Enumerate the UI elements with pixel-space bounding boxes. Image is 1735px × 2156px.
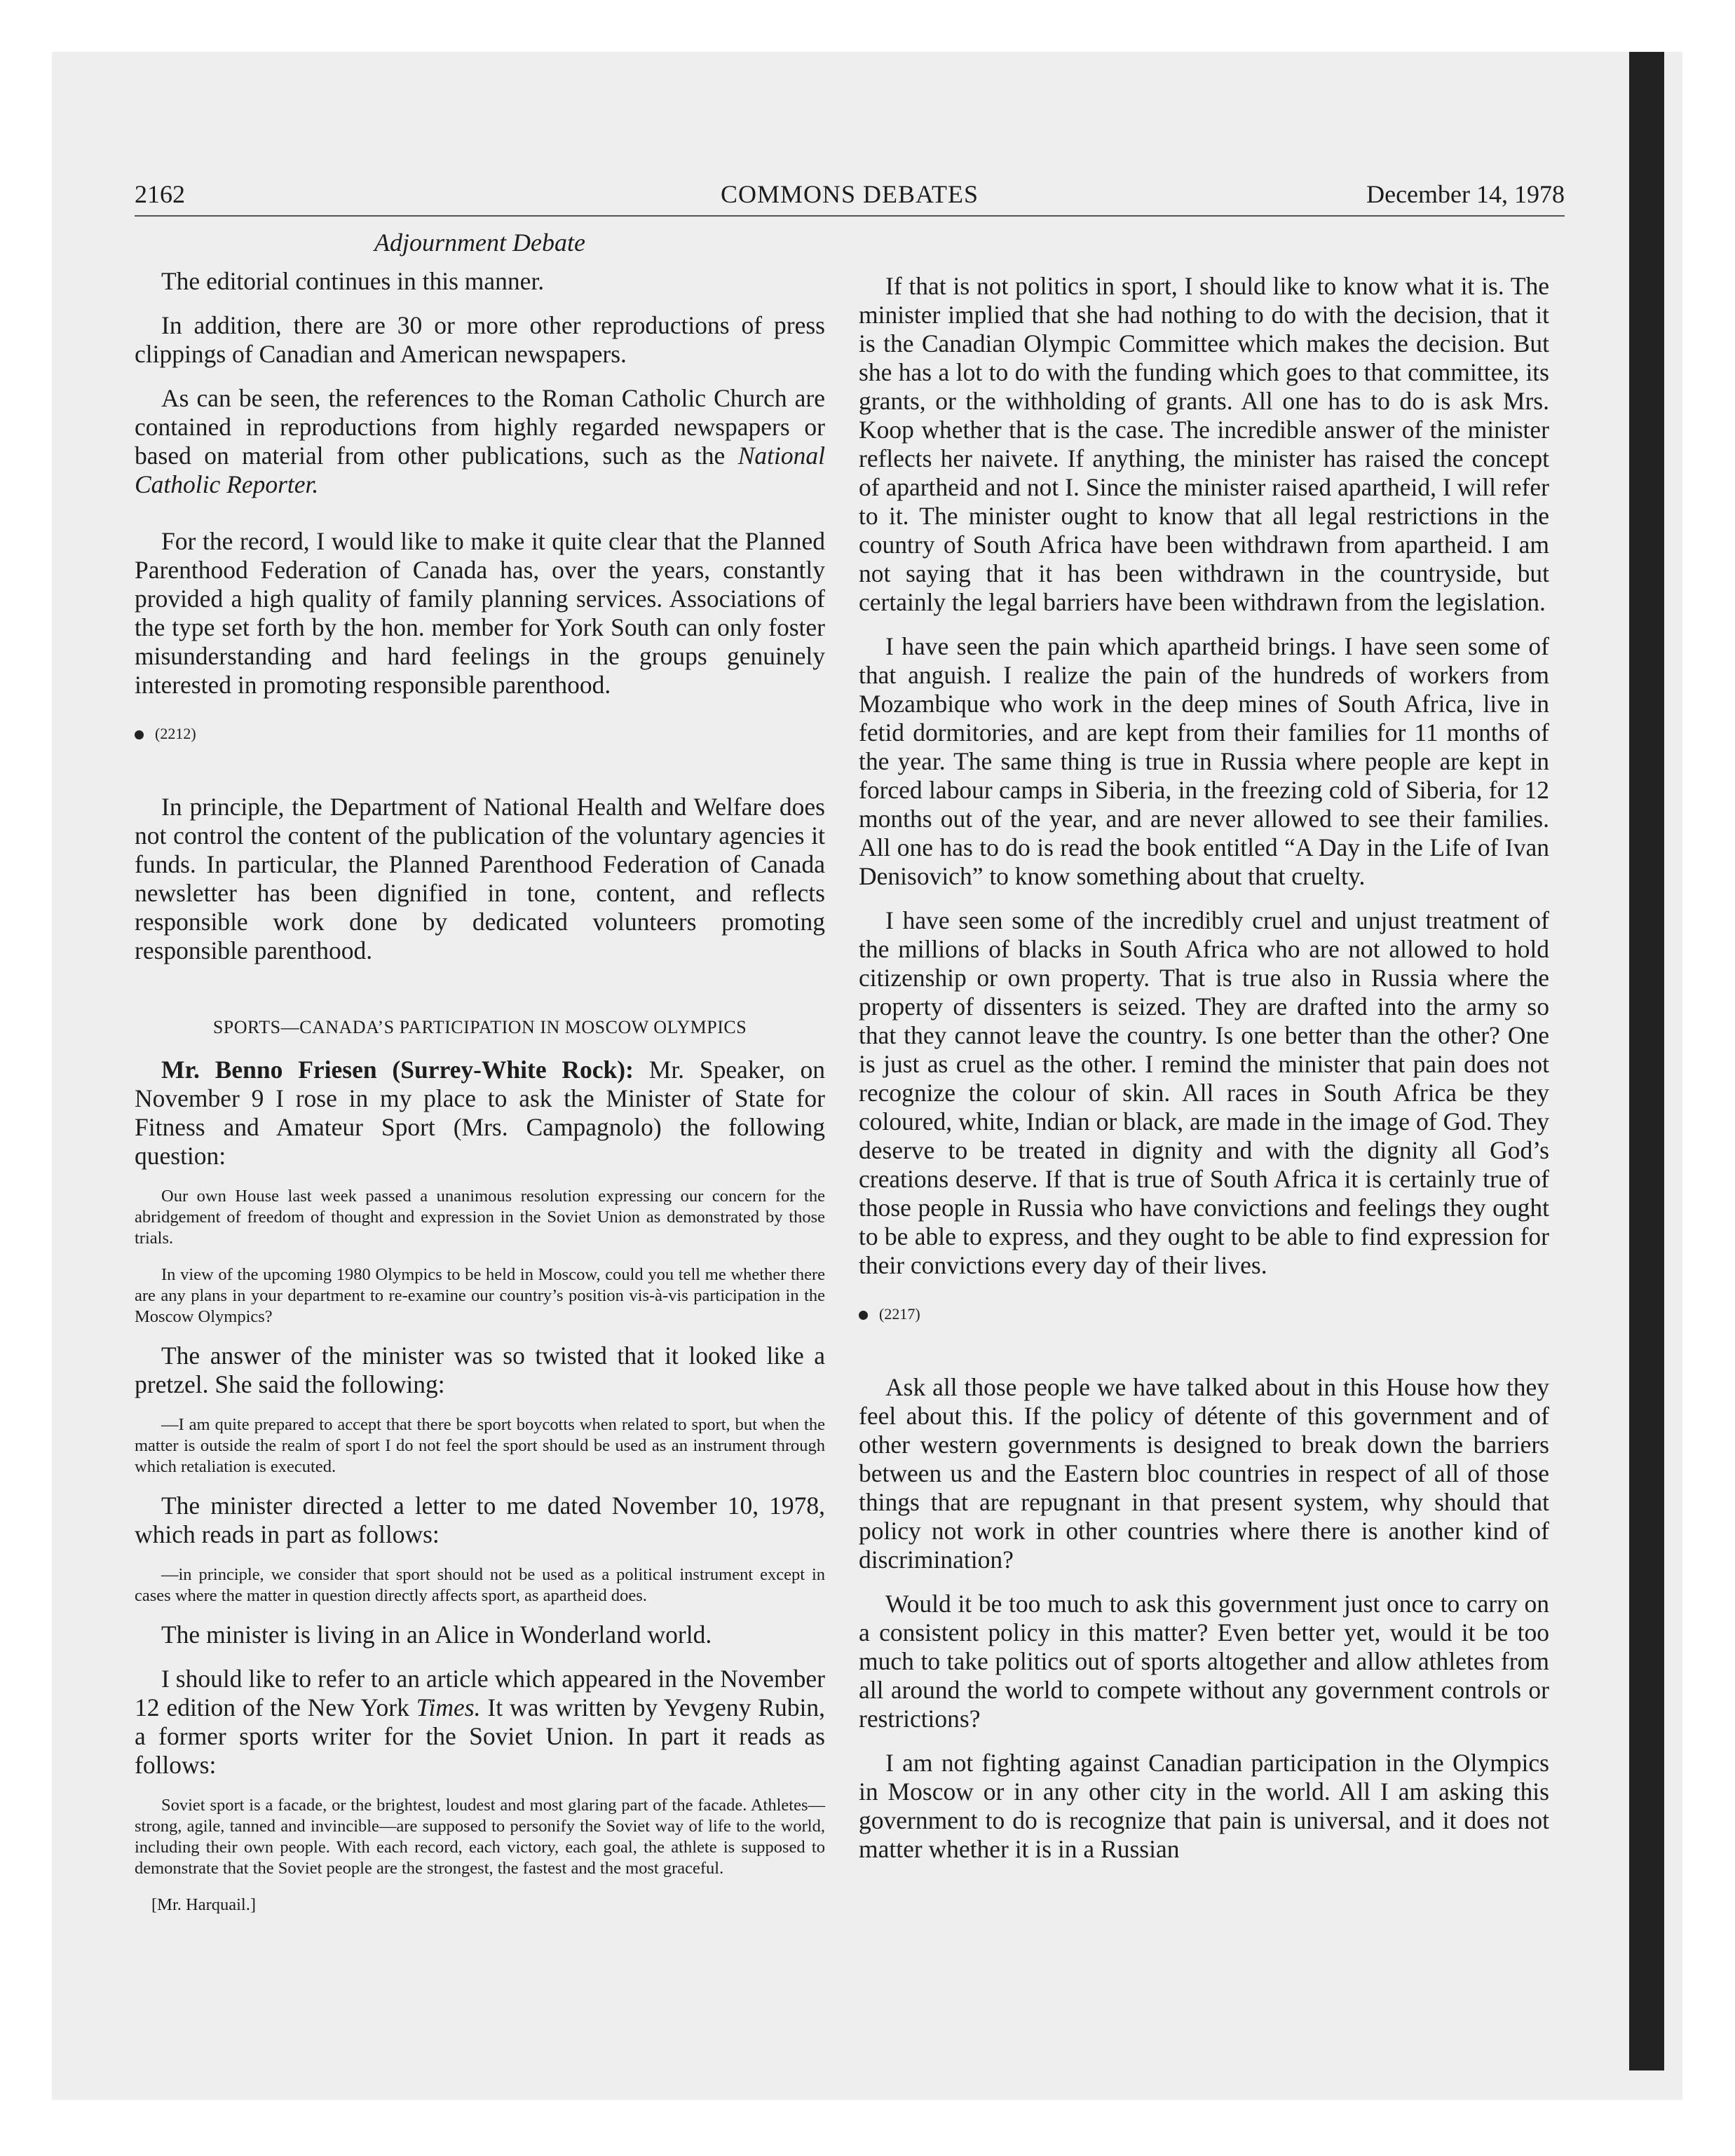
paragraph-text: As can be seen, the references to the Roman Catholic Church are contained in reproductions from highly regarded newspapers or based on material from other publications, such as the (135, 384, 825, 470)
time-marker-label: (2212) (155, 725, 196, 742)
block-quote: —in principle, we consider that sport should not be used as a political instrument except in cases where the matter in question directly affects sport, as apartheid does. (135, 1565, 825, 1605)
page-date: December 14, 1978 (1366, 180, 1565, 208)
paragraph: I have seen some of the incredibly cruel and unjust treatment of the millions of blacks in South Africa who are not allowed to hold citizenship or own property. That is true also in Russia where the property of dissenters is seized. They are drafted into the army so that they cannot leave the country. Is one better than the other? One is just as cruel as the other. I remind the minister that pain does not recognize the colour of skin. All races in South Africa be they coloured, white, Indian or black, are made in the image of God. They deserve to be treated in dignity and with the dignity all God’s creations deserve. If that is true of South Africa it is certainly true of those people in Russia who have convictions and feelings they ought to be able to express, and they ought to be able to find expression for their convictions every day of their lives. (859, 906, 1549, 1279)
page-header (135, 179, 1565, 217)
block-quote: In view of the upcoming 1980 Olympics to be held in Moscow, could you tell me whether there are any plans in your department to re-examine our country’s position vis-à-vis participation in the Moscow Olympics? (135, 1265, 825, 1326)
paragraph (135, 1056, 825, 1171)
speaker-name: Mr. Benno Friesen (Surrey-White Rock): (161, 1056, 634, 1084)
paragraph: I am not fighting against Canadian participation in the Olympics in Moscow or in any other city in the world. All I am asking this government to do is recognize that pain is universal, and it does not matter whether it is in a Russian (859, 1749, 1549, 1863)
publication-name: Times. (416, 1693, 481, 1721)
paragraph: The editorial continues in this manner. (161, 267, 545, 295)
paragraph: If that is not politics in sport, I should like to know what it is. The minister implied that she had nothing to do with the decision, that it is the Canadian Olympic Committee which makes the decision. But she has a lot to do with the funding which goes to that committee, its grants, or the withholding of grants. All one has to do is ask Mrs. Koop whether that is the case. The incredible answer of the minister reflects her naivete. If anything, the minister has raised the concept of apartheid and not I. Since the minister raised apartheid, I will refer to it. The minister ought to know that all legal restrictions in the country of South Africa have been withdrawn from apartheid. I am not saying that it has been withdrawn in the countryside, but certainly the legal barriers have been withdrawn from the legislation. (859, 272, 1549, 616)
speaker-attribution: [Mr. Harquail.] (151, 1895, 256, 1914)
paragraph-text: It was written by Yevgeny Rubin, a former sports writer for the Soviet Union. In part it reads as follows: (135, 1693, 825, 1779)
publication-name: National Catholic Reporter. (135, 442, 825, 498)
paragraph: In principle, the Department of National Health and Welfare does not control the content of the publication of the voluntary agencies it funds. In particular, the Planned Parenthood Federation of Canada newsletter has been dignified in tone, content, and reflects responsible work done by dedicated volunteers promoting responsible parenthood. (135, 793, 825, 964)
paragraph (135, 1665, 825, 1780)
block-quote: Our own House last week passed a unanimous resolution expressing our concern for the abridgement of freedom of thought and expression in the Soviet Union as demonstrated by those trials. (135, 1187, 825, 1248)
time-marker (135, 719, 825, 748)
block-quote: Soviet sport is a facade, or the brightest, loudest and most glaring part of the facade. Athletes—strong, agile, tanned and invincible—are supposed to personify the Soviet way of life to the world, including their own people. With each record, each victory, each goal, the athlete is supposed to demonstrate that the Soviet people are the strongest, the fastest and the most graceful. (135, 1796, 825, 1878)
right-column (859, 272, 1549, 1879)
paragraph: I have seen the pain which apartheid brings. I have seen some of that anguish. I realize the pain of the hundreds of workers from Mozambique who work in the deep mines of South Africa, live in fetid dormitories, and are kept from their families for 11 months of the year. The same thing is true in Russia where people are kept in forced labour camps in Siberia, in the freezing cold of Siberia, for 12 months out of the year, and are never allowed to see their families. All one has to do is read the book entitled “A Day in the Life of Ivan Denisovich” to know something about that cruelty. (859, 632, 1549, 890)
paragraph: In addition, there are 30 or more other reproductions of press clippings of Canadian and American newspapers. (135, 311, 825, 368)
page-number: 2162 (135, 180, 185, 208)
publication-title: COMMONS DEBATES (720, 180, 979, 208)
block-quote: —I am quite prepared to accept that there be sport boycotts when related to sport, but when the matter is outside the realm of sport I do not feel the sport should be used as an instrument through which retaliation is executed. (135, 1415, 825, 1476)
bullet-icon (135, 730, 144, 739)
paragraph: For the record, I would like to make it quite clear that the Planned Parenthood Federation of Canada has, over the years, constantly provided a high quality of family planning services. Associations of the type set forth by the hon. member for York South can only foster misunderstanding and hard feelings in the groups genuinely interested in promoting responsible parenthood. (135, 527, 825, 699)
time-marker-label: (2217) (879, 1305, 920, 1323)
paragraph: The minister directed a letter to me dated November 10, 1978, which reads in part as follows: (135, 1492, 825, 1548)
left-column (135, 226, 825, 1916)
bullet-icon (859, 1311, 868, 1320)
paragraph: Ask all those people we have talked about in this House how they feel about this. If the policy of détente of this government and of other western governments is designed to break down the barriers between us and the Eastern bloc countries in respect of all of those things that are repugnant in that present system, why should that policy not work in other countries where there is another kind of discrimination? (859, 1373, 1549, 1574)
paragraph-text: Mr. Speaker, on November 9 I rose in my place to ask the Minister of State for Fitness and Amateur Sport (Mrs. Campagnolo) the following question: (135, 1056, 825, 1170)
paragraph: The answer of the minister was so twisted that it looked like a pretzel. She said the following: (135, 1342, 825, 1398)
time-marker (859, 1299, 1549, 1328)
binding-edge (1629, 52, 1664, 2070)
paragraph (135, 384, 825, 499)
paragraph-text: I should like to refer to an article which appeared in the November 12 edition of the New York (135, 1665, 825, 1721)
section-subhead: Adjournment Debate (374, 228, 585, 257)
paragraph: The minister is living in an Alice in Wonderland world. (161, 1621, 712, 1649)
paragraph: Would it be too much to ask this government just once to carry on a consistent policy in this matter? Even better yet, would it be too much to take politics out of sports altogether and allow athletes from all around the world to compete without any government controls or restrictions? (859, 1590, 1549, 1733)
section-heading: SPORTS—CANADA’S PARTICIPATION IN MOSCOW OLYMPICS (212, 1017, 747, 1037)
